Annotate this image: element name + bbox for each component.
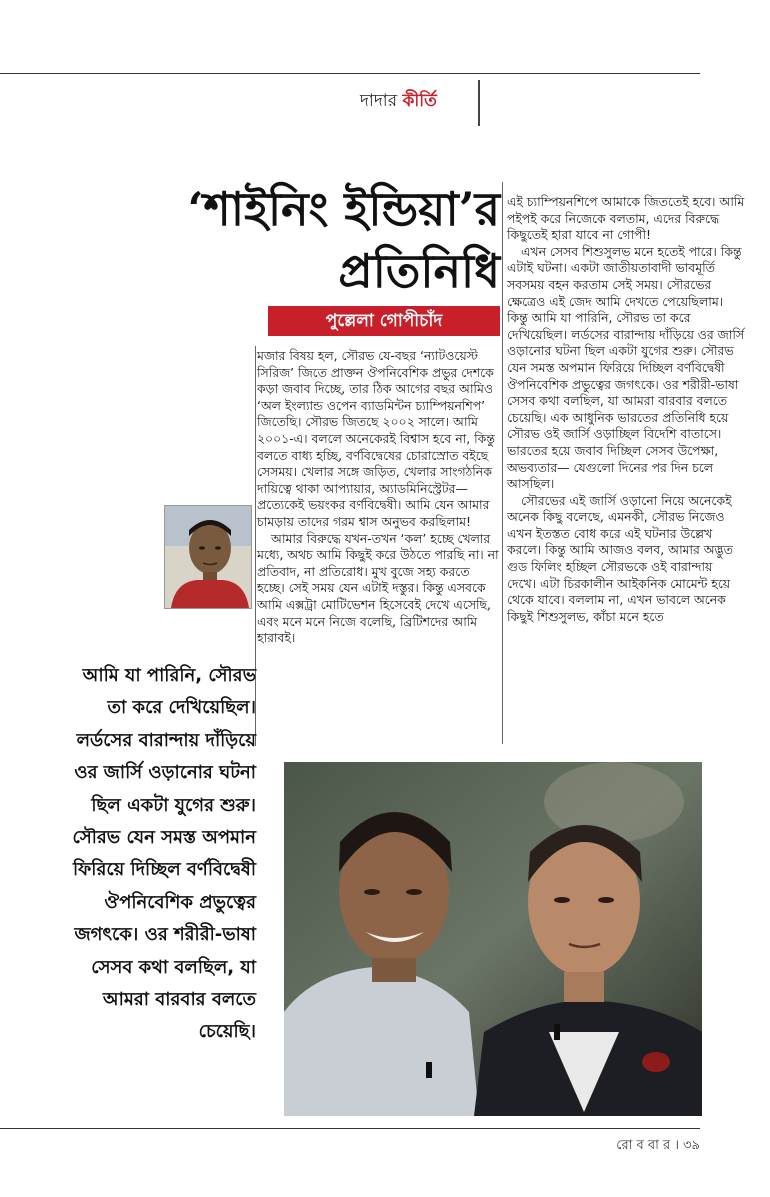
pull-quote: আমি যা পারিনি, সৌরভ তা করে দেখিয়েছিল। লর্ডসের বারান্দায় দাঁড়িয়ে ওর জার্সি ওড়ানোর ঘটনা ছিল একটা যুগের শুরু। সৌরভ যেন সমস্ত অপমান ফিরিয়ে দিচ্ছিল বর্ণবিদ্বেষী ঔপনিবেশিক প্রভুত্বের জগৎকে। ওর শরীরী-ভাষা সেসব কথা বলছিল, যা আমরা বারবার বলতে চেয়েছি। bbox=[72, 665, 256, 1043]
paragraph: আমার বিরুদ্ধে যখন-তখন ‘কল’ হচ্ছে খেলার মধ্যে, অথচ আমি কিছুই করে উঠতে পারছি না। না প্রতিবাদ, না প্রতিরোধ। মুখ বুজে সহ্য করতে হচ্ছে। সেই সময় যেন এটাই দস্তুর। কিন্তু এসবকে আমি এক্সট্রা মোটিভেশন হিসেবেই দেখে এসেছি, এবং মনে মনে নিজে বলেছি, ব্রিটিশদের আমি হারাবই। bbox=[257, 530, 499, 646]
author-byline: পুল্লেলা গোপীচাঁদ bbox=[268, 306, 500, 336]
section-label bbox=[360, 88, 470, 114]
paragraph: সৌরভের এই জার্সি ওড়ানো নিয়ে অনেকেই অনেক কিছু বলেছে, এমনকী, সৌরভ নিজেও এখন ইতস্তত বোধ করে এই ঘটনার উল্লেখ করলে। কিন্তু আমি আজও বলব, আমার অদ্ভুত গুড ফিলিং হচ্ছিল সৌরভকে ওই বারান্দায় দেখে। এটা চিরকালীন আইকনিক মোমেন্ট হয়ে থেকে যাবে। বললাম না, এখন ভাবলে অনেক কিছুই শিশুসুলভ, কাঁচা মনে হতে bbox=[507, 492, 733, 624]
page-footer: রো ব বা র । ৩৯ bbox=[616, 1138, 700, 1153]
section-word-kirti: কীর্তি bbox=[402, 91, 437, 111]
article-column-middle bbox=[257, 348, 500, 647]
author-portrait bbox=[164, 505, 252, 609]
bottom-rule bbox=[0, 1128, 700, 1129]
headline-line-1: ‘শাইনিং ইন্ডিয়া’র bbox=[187, 182, 500, 236]
paragraph: এখন সেসব শিশুসুলভ মনে হতেই পারে। কিন্তু এটাই ঘটনা। একটা জাতীয়তাবাদী ভাবমূর্তি সবসময় বহন করতাম সেই সময়। সৌরভের ক্ষেত্রেও এই জেদ আমি দেখতে পেয়েছিলাম। কিন্তু আমি যা পারিনি, সৌরভ তা করে দেখিয়েছিল। লর্ডসের বারান্দায় দাঁড়িয়ে ওর জার্সি ওড়ানোর ঘটনা ছিল একটা যুগের শুরু। সৌরভ যেন সমস্ত অপমান ফিরিয়ে দিচ্ছিল বর্ণবিদ্বেষী ঔপনিবেশিক প্রভুত্বের জগৎকে। ওর শরীরী-ভাষা সেসব কথা বলছিল, যা আমরা বারবার বলতে চেয়েছি। এক আধুনিক ভারতের প্রতিনিধি হয়ে সৌরভ ওই জার্সি ওড়াচ্ছিল বিদেশি বাতাসে। ভারতের হয়ে জবাব দিচ্ছিল সেসব উপেক্ষা, অভব্যতার— যেগুলো দিনের পর দিন চলে আসছিল। bbox=[507, 243, 745, 492]
section-word-dadar: দাদার bbox=[360, 91, 398, 111]
column-divider bbox=[502, 182, 503, 744]
paragraph: এই চ্যাম্পিয়নশিপে আমাকে জিততেই হবে। আমি পইপই করে নিজেকে বলতাম, এদের বিরুদ্ধে কিছুতেই হারা যাবে না গোপী! bbox=[507, 194, 745, 243]
paragraph: মজার বিষয় হল, সৌরভ যে-বছর ‘ন্যাটওয়েস্ট সিরিজ’ জিতে প্রাক্তন ঔপনিবেশিক প্রভুর দেশকে কড়া জবাব দিচ্ছে, তার ঠিক আগের বছর আমিও ‘অল ইংল্যান্ড ওপেন ব্যাডমিন্টন চ্যাম্পিয়নশিপ’ জিতেছি। সৌরভ জিতছে ২০০২ সালে। আমি ২০০১-এ। বললে অনেকেরই বিশ্বাস হবে না, কিন্তু বলতে বাধ্য হচ্ছি, বর্ণবিদ্বেষের চোরাস্রোত বইছে সেসময়। খেলার সঙ্গে জড়িত, খেলার সাংগঠনিক দায়িত্বে থাকা আপ্যায়ার, অ্যাডমিনিস্ট্রেটর— প্রত্যেকেই ভয়ংকর বর্ণবিদ্বেষী। আমি যেন আমার চামড়ায় তাদের গরম শ্বাস অনুভব করছিলাম! bbox=[257, 348, 495, 529]
photo-gopichand-ganguly bbox=[284, 762, 702, 1116]
headline-line-2: প্রতিনিধি bbox=[338, 244, 500, 298]
headline bbox=[150, 178, 500, 302]
section-divider bbox=[478, 80, 480, 126]
article-column-right bbox=[507, 194, 745, 625]
top-rule bbox=[0, 73, 700, 74]
